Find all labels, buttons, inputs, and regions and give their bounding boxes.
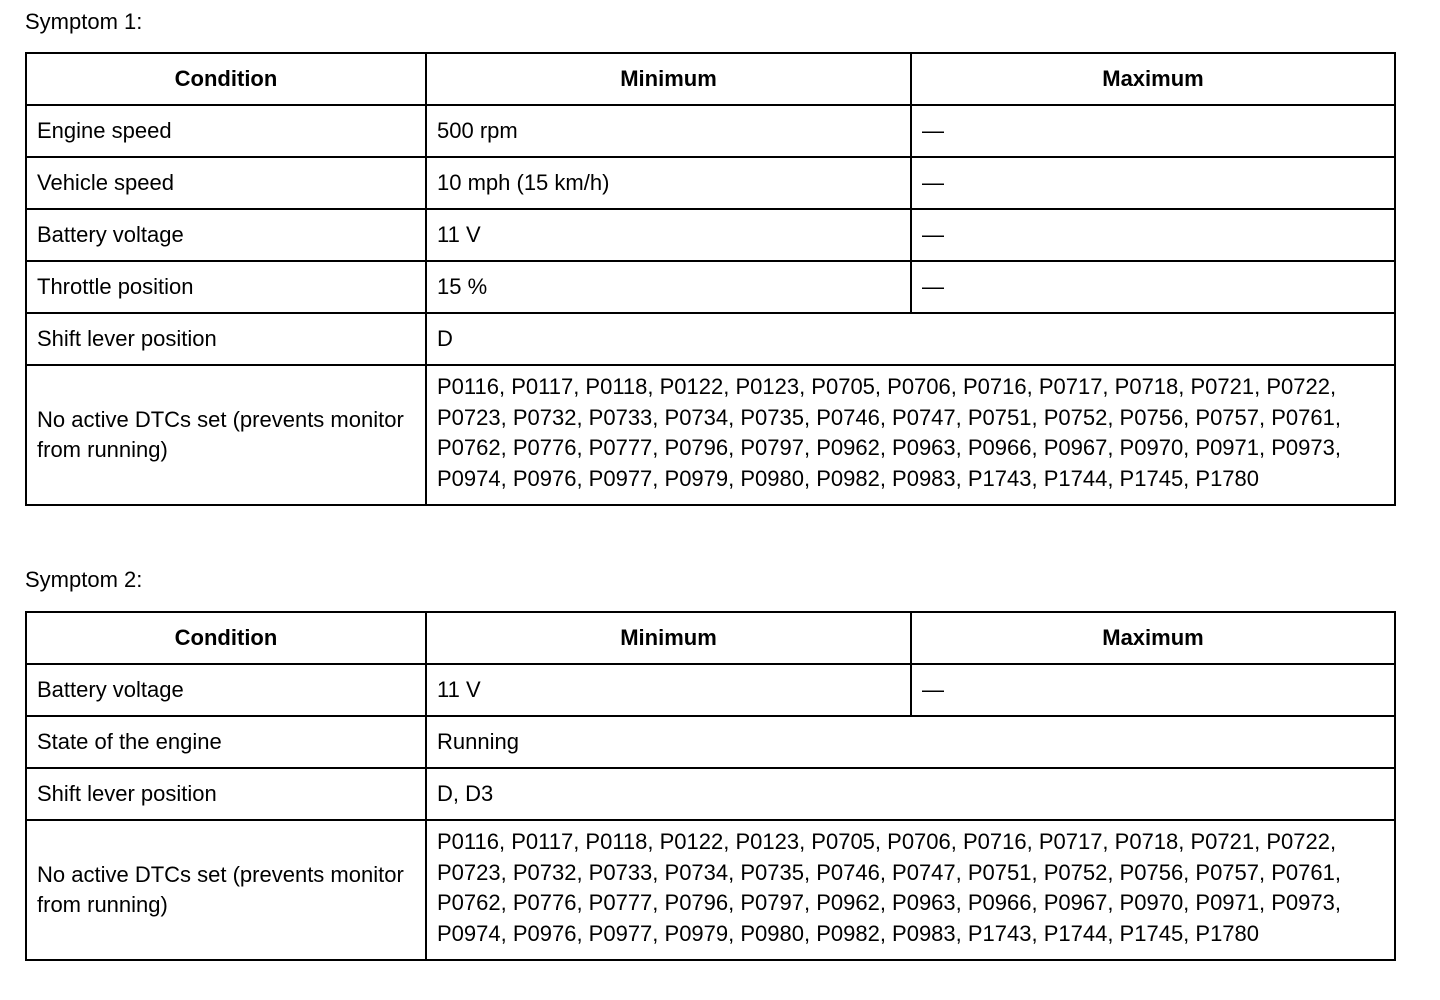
minimum-cell: 11 V	[426, 664, 911, 716]
condition-cell: Shift lever position	[26, 313, 426, 365]
maximum-cell: —	[911, 105, 1395, 157]
table-row	[26, 313, 1395, 365]
symptom-2-title: Symptom 2:	[25, 567, 143, 592]
dtc-list-cell: P0116, P0117, P0118, P0122, P0123, P0705, P0706, P0716, P0717, P0718, P0721, P0722, P0723, P0732, P0733, P0734, P0735, P0746, P0747, P0751, P0752, P0756, P0757, P0761, P0762, P0776, P0777, P0796, P0797, P0962, P0963, P0966, P0967, P0970, P0971, P0973, P0974, P0976, P0977, P0979, P0980, P0982, P0983, P1743, P1744, P1745, P1780	[426, 365, 1395, 505]
value-cell: Running	[426, 716, 1395, 768]
condition-cell: Throttle position	[26, 261, 426, 313]
symptom-1-title: Symptom 1:	[25, 9, 143, 34]
condition-cell: No active DTCs set (prevents monitor from running)	[26, 365, 426, 505]
header-minimum: Minimum	[426, 612, 911, 664]
symptom-1-table	[25, 52, 1396, 506]
condition-cell: Battery voltage	[26, 664, 426, 716]
table-row	[26, 157, 1395, 209]
header-condition: Condition	[26, 612, 426, 664]
minimum-cell: 500 rpm	[426, 105, 911, 157]
minimum-cell: 10 mph (15 km/h)	[426, 157, 911, 209]
table-row	[26, 209, 1395, 261]
condition-cell: State of the engine	[26, 716, 426, 768]
table-header-row	[26, 53, 1395, 105]
minimum-cell: 11 V	[426, 209, 911, 261]
table-row	[26, 716, 1395, 768]
table-row	[26, 105, 1395, 157]
maximum-cell: —	[911, 261, 1395, 313]
condition-cell: Shift lever position	[26, 768, 426, 820]
dtc-list-cell: P0116, P0117, P0118, P0122, P0123, P0705, P0706, P0716, P0717, P0718, P0721, P0722, P0723, P0732, P0733, P0734, P0735, P0746, P0747, P0751, P0752, P0756, P0757, P0761, P0762, P0776, P0777, P0796, P0797, P0962, P0963, P0966, P0967, P0970, P0971, P0973, P0974, P0976, P0977, P0979, P0980, P0982, P0983, P1743, P1744, P1745, P1780	[426, 820, 1395, 960]
condition-cell: Battery voltage	[26, 209, 426, 261]
header-maximum: Maximum	[911, 53, 1395, 105]
symptom-2-table	[25, 611, 1396, 961]
maximum-cell: —	[911, 209, 1395, 261]
table-header-row	[26, 612, 1395, 664]
header-minimum: Minimum	[426, 53, 911, 105]
condition-cell: Engine speed	[26, 105, 426, 157]
table-row	[26, 261, 1395, 313]
value-cell: D, D3	[426, 768, 1395, 820]
value-cell: D	[426, 313, 1395, 365]
condition-cell: No active DTCs set (prevents monitor from running)	[26, 820, 426, 960]
table-row	[26, 820, 1395, 960]
header-condition: Condition	[26, 53, 426, 105]
table-row	[26, 365, 1395, 505]
maximum-cell: —	[911, 157, 1395, 209]
header-maximum: Maximum	[911, 612, 1395, 664]
condition-cell: Vehicle speed	[26, 157, 426, 209]
table-row	[26, 664, 1395, 716]
minimum-cell: 15 %	[426, 261, 911, 313]
table-row	[26, 768, 1395, 820]
maximum-cell: —	[911, 664, 1395, 716]
